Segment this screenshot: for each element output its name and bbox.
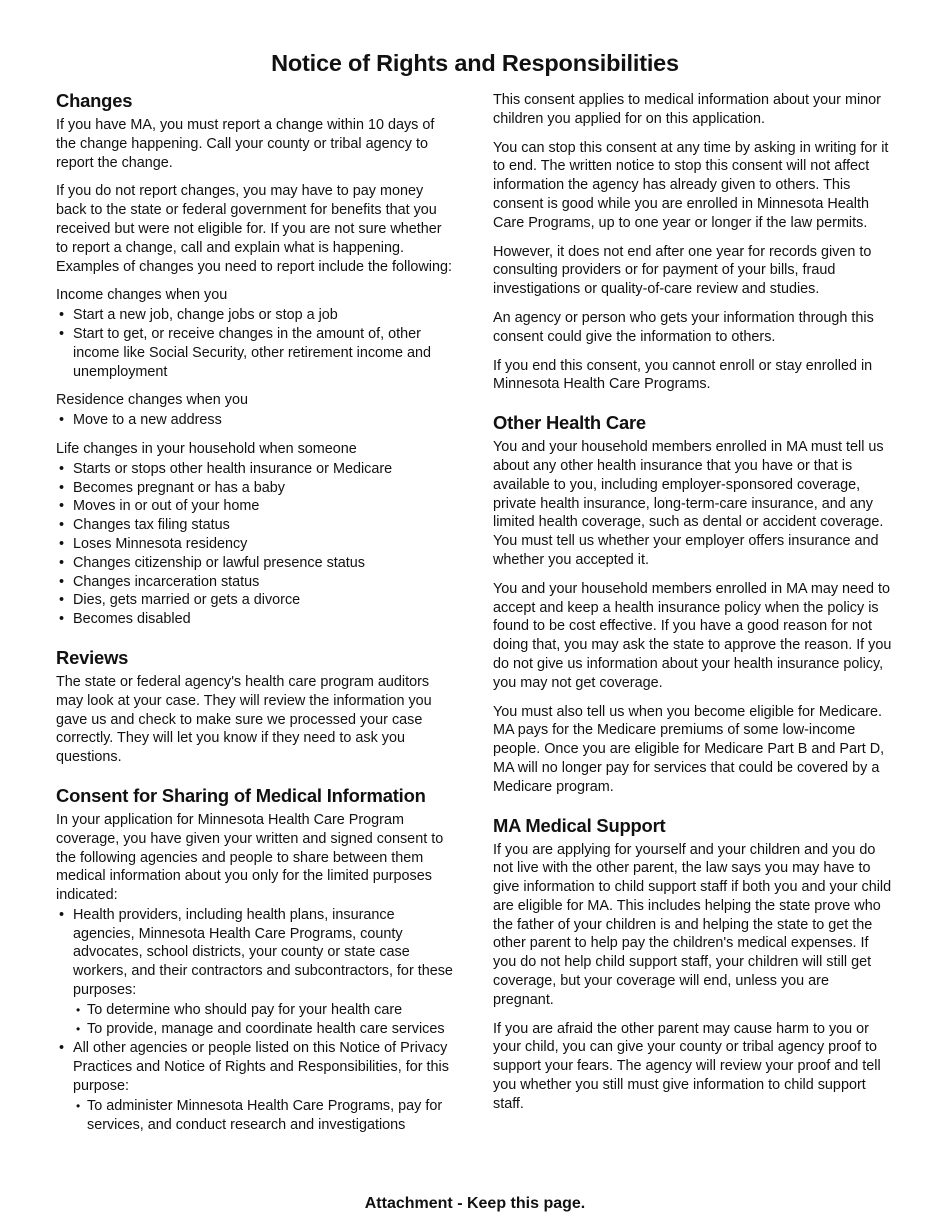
sub-list-item: • To provide, manage and coordinate health care services [73,1020,456,1039]
list-item: • Starts or stops other health insurance or Medicare [56,460,456,479]
section-heading-consent: Consent for Sharing of Medical Information [56,784,426,806]
list-lead-income: Income changes when you [56,287,228,304]
list-item: • Move to a new address [56,411,456,430]
list-item: • Start to get, or receive changes in the amount of, other income like Social Security, other retirement income and unemployment [56,325,456,381]
list-item-text: All other agencies or people listed on this Notice of Privacy Practices and Notice of Rights and Responsibilities, for this purpose: [73,1040,449,1095]
paragraph: If you have MA, you must report a change within 10 days of the change happening. Call your county or tribal agency to report the change. [56,117,435,171]
paragraph: In your application for Minnesota Health Care Program coverage, you have given your written and signed consent to the following agencies and people to share between them medical information about you only for the limited purposes indicated: [56,811,444,904]
right-column [493,91,893,1124]
paragraph: You and your household members enrolled in MA must tell us about any other health insurance that you have or that is available to you, including employer-sponsored coverage, private health insurance, long-term-care insurance, and any limited health coverage, such as dental or accident coverage. You must tell us whether your employer offers insurance and whether you accepted it. [493,439,884,568]
list-item: • Changes tax filing status [56,516,456,535]
section-heading-changes: Changes [56,90,133,111]
life-changes-list [56,460,456,629]
section-consent [56,785,456,1135]
list-lead-life: Life changes in your household when someone [56,440,357,457]
residence-changes-list [56,411,456,430]
paragraph: You can stop this consent at any time by asking in writing for it to end. The written notice to stop this consent will not affect information the agency has already given to others. This consent is good while you are enrolled in Minnesota Health Care Programs, up to one year or longer if the law permits. [493,139,889,231]
page-footer: Attachment - Keep this page. [364,1195,586,1212]
sub-list [73,1097,456,1135]
section-heading-ma-medical-support: MA Medical Support [493,814,666,836]
paragraph: If you are afraid the other parent may cause harm to you or your child, you can give your county or tribal agency proof to support your fears. The agency will review your proof and tell you whether you still must give information to child support staff. [493,1020,881,1112]
sub-list-item: • To determine who should pay for your health care [73,1001,456,1020]
paragraph: An agency or person who gets your information through this consent could give the information to others. [493,309,874,345]
page-title: Notice of Rights and Responsibilities [271,50,679,76]
list-item: • Changes citizenship or lawful presence status [56,554,456,573]
list-item: • Becomes pregnant or has a baby [56,479,456,498]
paragraph: If you end this consent, you cannot enroll or stay enrolled in Minnesota Health Care Programs. [493,357,873,393]
list-item: • Loses Minnesota residency [56,535,456,554]
section-other-health-care [493,412,893,796]
list-item: • Becomes disabled [56,610,456,629]
list-item: • Start a new job, change jobs or stop a job [56,306,456,325]
list-item: • Dies, gets married or gets a divorce [56,591,456,610]
list-item [56,906,456,1039]
list-item-text: Health providers, including health plans, insurance agencies, Minnesota Health Care Programs, county advocates, school districts, your county or state case workers, and their contractors and subcontractors, for these purposes: [73,906,453,999]
sub-list-item: • To administer Minnesota Health Care Programs, pay for services, and conduct research and investigations [73,1097,456,1135]
list-item [56,1039,456,1134]
list-lead-residence: Residence changes when you [56,392,249,409]
paragraph: However, it does not end after one year for records given to consulting providers or for payment of your bills, fraud investigations or quality-of-care review and studies. [493,243,872,298]
paragraph: If you are applying for yourself and your children and you do not live with the other parent, the law says you may have to give information to child support staff if both you and your child are eligible for MA. This includes helping the state prove who the father of your children is and helping the state to get the other parent to help pay the children's medical expenses. If you do not help child support staff, your children will still get coverage, but your coverage will end, unless you are pregnant. [493,841,892,1008]
section-changes [56,90,456,629]
section-ma-medical-support [493,815,893,1114]
section-reviews [56,647,456,767]
paragraph: If you do not report changes, you may have to pay money back to the state or federal government for benefits that you received but were not eligible for. If you are not sure whether to report a change, call and explain what is happening. Examples of changes you need to report include the following: [56,183,452,275]
list-item: • Changes incarceration status [56,573,456,592]
section-consent-continued [493,91,893,394]
paragraph: This consent applies to medical information about your minor children you applied for on this application. [493,92,881,127]
sub-list [73,1001,456,1039]
list-item: • Moves in or out of your home [56,497,456,516]
income-changes-list [56,306,456,381]
paragraph: You must also tell us when you become eligible for Medicare. MA pays for the Medicare premiums of some low-income people. Once you are eligible for Medicare Part B and Part D, MA will no longer pay for services that could be covered by a Medicare program. [493,703,885,795]
section-heading-reviews: Reviews [56,646,129,668]
section-heading-other-health-care: Other Health Care [493,412,646,434]
paragraph: The state or federal agency's health care program auditors may look at your case. They will review the information you gave us and check to make sure we processed your case correctly. They will let you know if they need to ask you questions. [56,673,432,766]
consent-parties-list [56,906,456,1135]
left-column [56,90,456,1144]
paragraph: You and your household members enrolled in MA may need to accept and keep a health insurance policy when the policy is found to be cost effective. If you have a good reason for not doing that, you may ask the state to approve the reason. If you do not give us information about your health insurance policy, you may not get coverage. [493,580,892,691]
